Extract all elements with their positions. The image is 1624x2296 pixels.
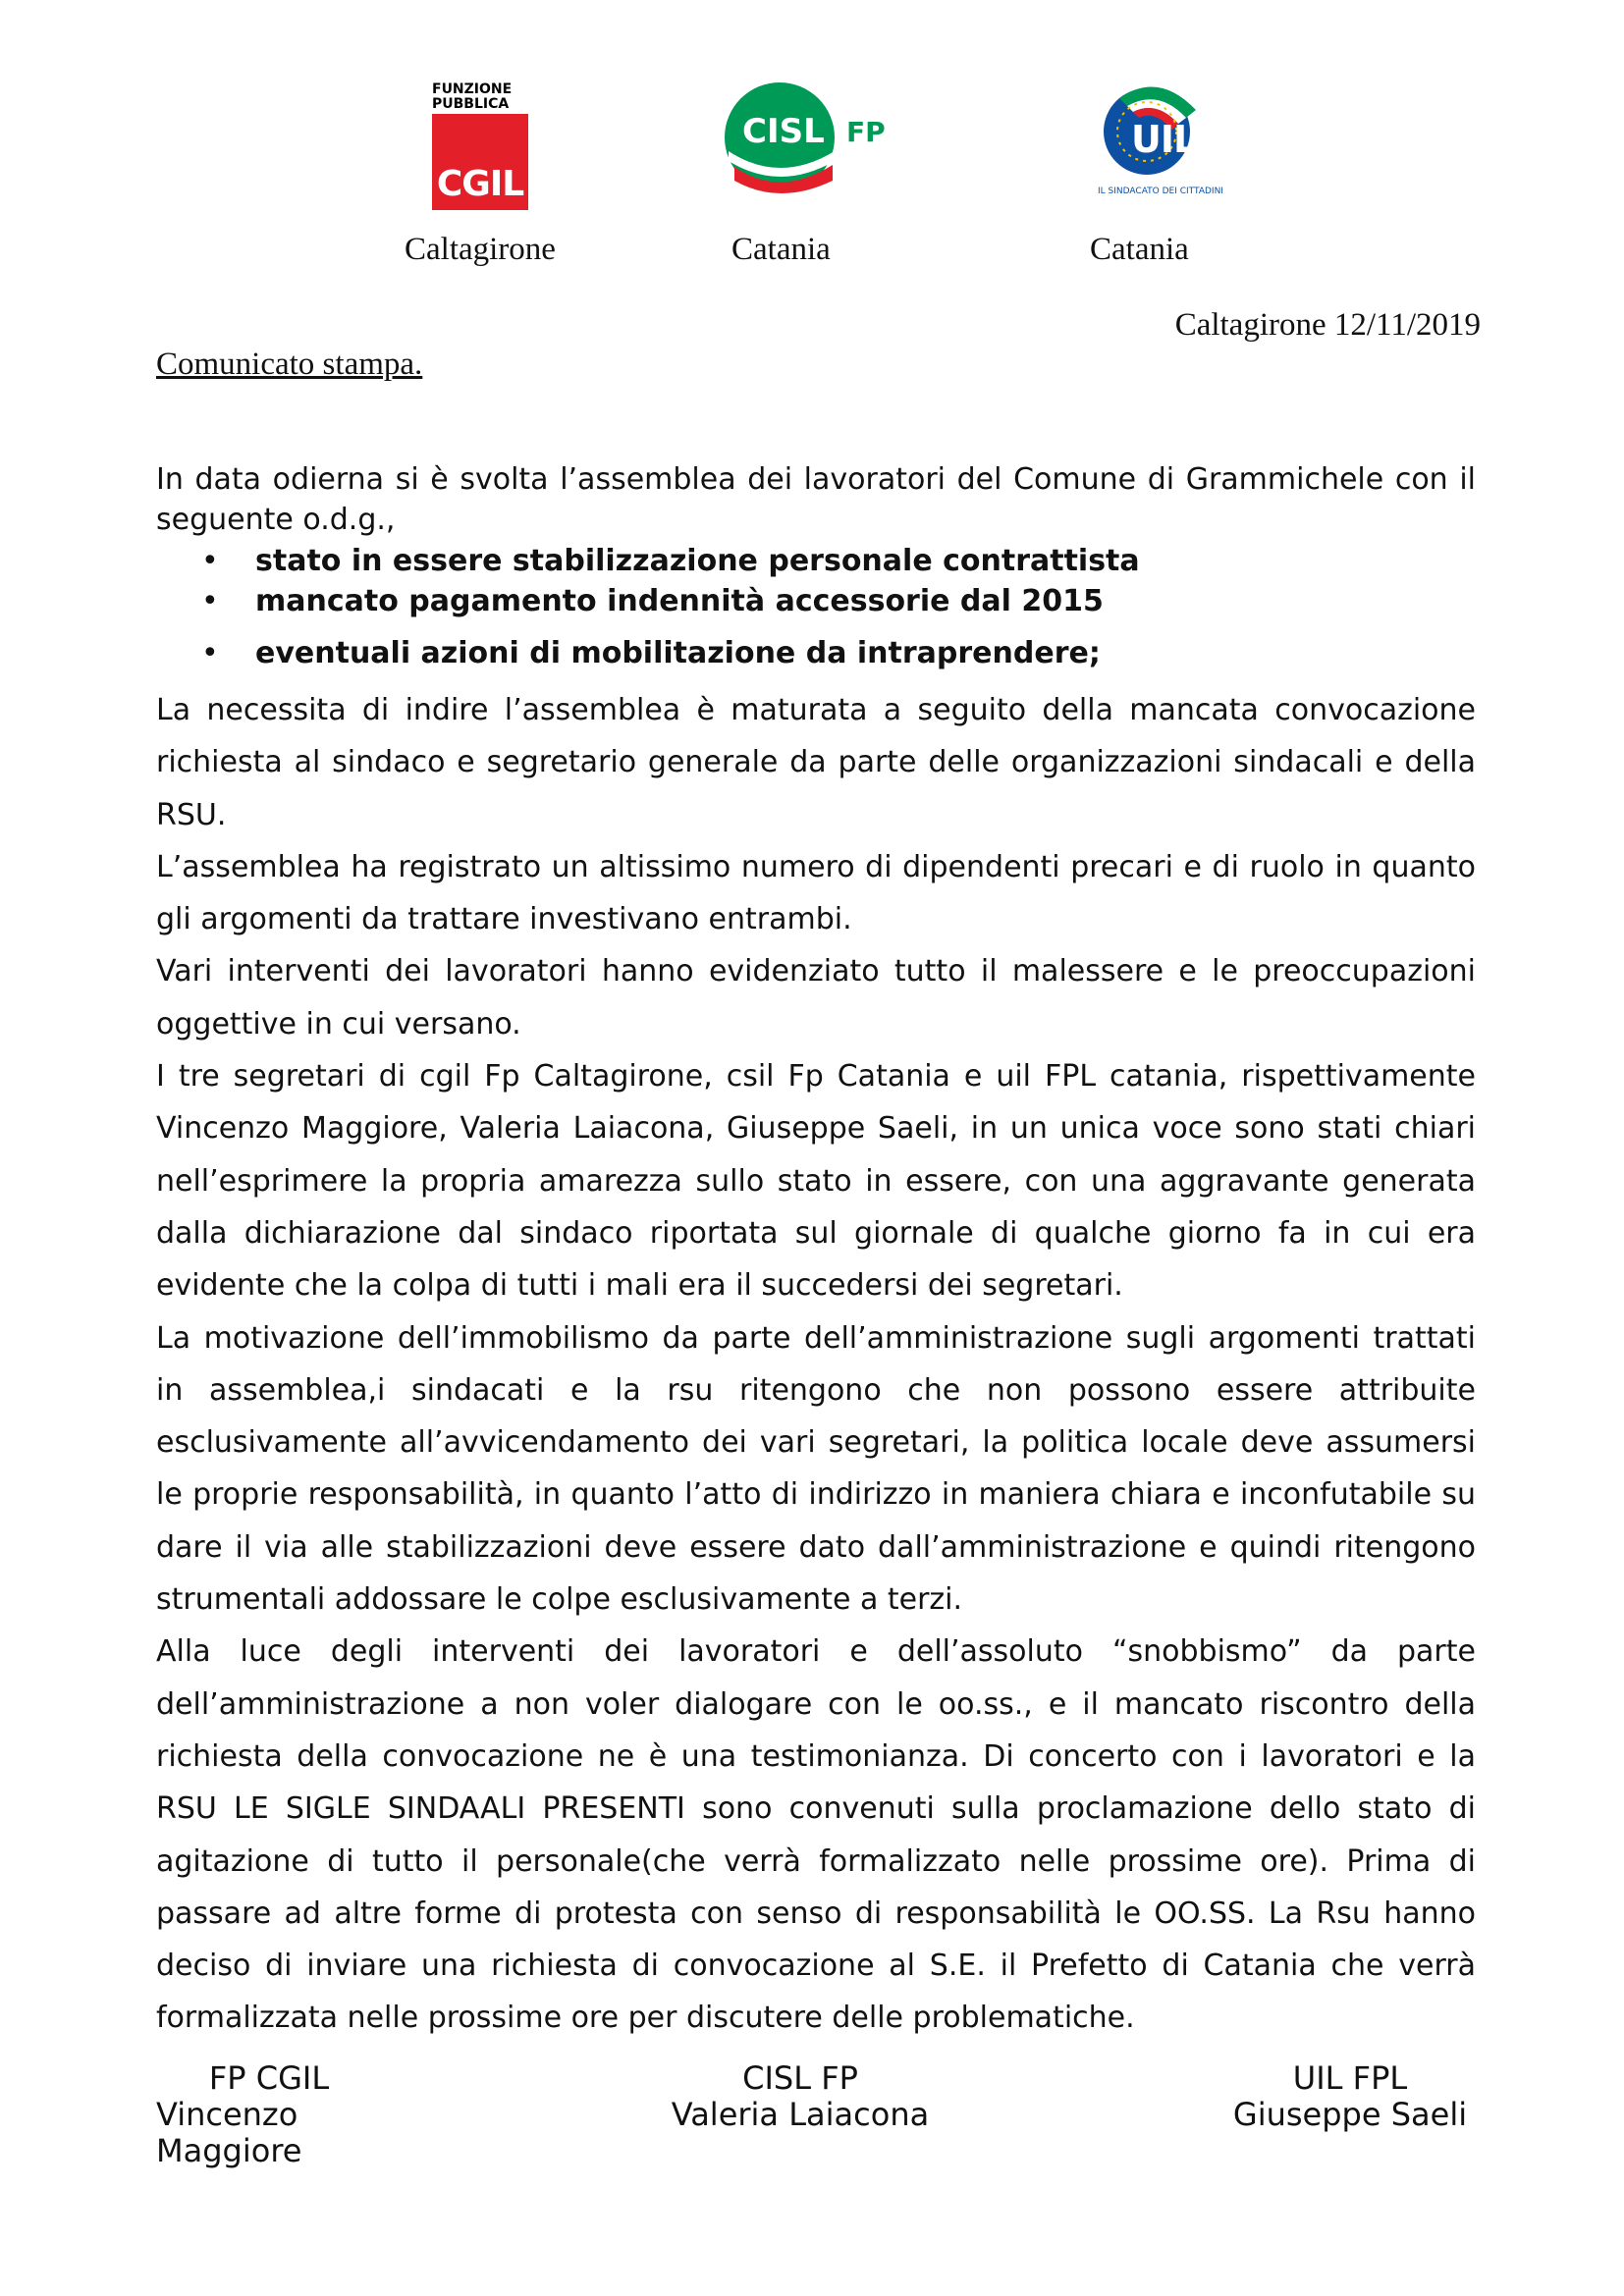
body-paragraph: La necessita di indire l’assemblea è maturata a seguito della mancata convocazione richiesta al sindaco e segretario generale da parte delle organizzazioni sindacali e della RSU.: [156, 693, 1476, 832]
cisl-logo-suffix: FP: [846, 116, 886, 148]
intro-paragraph: In data odierna si è svolta l’assemblea dei lavoratori del Comune di Grammichele con il seguente o.d.g.,: [156, 462, 1476, 537]
signature-name: Giuseppe Saeli: [1232, 2096, 1468, 2133]
city-caltagirone: Caltagirone: [405, 232, 556, 267]
signature-uil: [1232, 2060, 1468, 2133]
cgil-logo-brand: CGIL: [436, 164, 524, 204]
document-subject: Comunicato stampa.: [156, 347, 423, 382]
signature-org: CISL FP: [742, 2059, 858, 2097]
city-catania-uil: Catania: [1090, 232, 1189, 267]
body-paragraph: Alla luce degli interventi dei lavoratori e dell’assoluto “snobbismo” da parte dell’amministrazione a non voler dialogare con le oo.ss., e il mancato riscontro della richiesta della convocazione ne è una testimonianza. Di concerto con i lavoratori e la RSU LE SIGLE SINDAALI PRESENTI sono convenuti sulla proclamazione dello stato di agitazione di tutto il personale(che verrà formalizzato nelle prossime ore). Prima di passare ad altre forme di protesta con senso di responsabilità le OO.SS. La Rsu hanno deciso di inviare una richiesta di convocazione al S.E. il Prefetto di Catania che verrà formalizzata nelle prossime ore per discutere delle problematiche.: [156, 1634, 1476, 2036]
bullet-icon: •: [201, 584, 219, 618]
cgil-logo-red-block: [432, 114, 528, 210]
cisl-logo-brand: CISL: [742, 112, 825, 151]
bullet-icon: •: [201, 636, 219, 670]
signature-name: Valeria Laiacona: [671, 2096, 930, 2133]
signature-org: FP CGIL: [208, 2059, 330, 2097]
body-paragraph: L’assemblea ha registrato un altissimo numero di dipendenti precari e di ruolo in quanto gli argomenti da trattare investivano entrambi.: [156, 849, 1476, 937]
cgil-logo: [432, 82, 530, 210]
city-catania-cisl: Catania: [731, 232, 831, 267]
cgil-logo-top-text: FUNZIONE PUBBLICA: [432, 81, 513, 112]
signature-cgil: [156, 2060, 441, 2169]
document-body: [156, 684, 1476, 2045]
body-paragraph: I tre segretari di cgil Fp Caltagirone, csil Fp Catania e uil FPL catania, rispettivamente Vincenzo Maggiore, Valeria Laiacona, Giuseppe Saeli, in un unica voce sono stati chiari nell’esprimere la propria amarezza sullo stato in essere, con una aggravante generata dalla dichiarazione dal sindaco riportata sul giornale di qualche giorno fa in cui era evidente che la colpa di tutti i mali era il succedersi dei segretari.: [156, 1059, 1476, 1304]
body-paragraph: Vari interventi dei lavoratori hanno evidenziato tutto il malessere e le preoccupazioni oggettive in cui versano.: [156, 954, 1476, 1041]
uil-logo-tagline: IL SINDACATO DEI CITTADINI: [1098, 187, 1223, 196]
uil-logo: [1080, 71, 1227, 203]
agenda-item: • eventuali azioni di mobilitazione da intraprendere;: [201, 636, 1101, 670]
body-paragraph: La motivazione dell’immobilismo da parte dell’amministrazione sugli argomenti trattati in assemblea,i sindacati e la rsu ritengono che non possono essere attribuite esclusivamente all’avvicendamento dei vari segretari, la politica locale deve assumersi le proprie responsabilità, in quanto l’atto di indirizzo in maniera chiara e inconfutabile su dare il via alle stabilizzazioni deve essere dato dall’amministrazione e quindi ritengono strumentali addossare le colpe esclusivamente a terzi.: [156, 1320, 1476, 1618]
agenda-item: • stato in essere stabilizzazione personale contrattista: [201, 544, 1140, 578]
signature-org: UIL FPL: [1292, 2059, 1408, 2097]
bullet-icon: •: [201, 544, 219, 578]
signature-name: Vincenzo Maggiore: [156, 2096, 302, 2169]
cisl-fp-logo: [723, 82, 899, 200]
signature-cisl: [668, 2060, 933, 2133]
agenda-item: • mancato pagamento indennità accessorie dal 2015: [201, 584, 1104, 618]
uil-logo-brand: UIL: [1131, 118, 1197, 161]
document-date: Caltagirone 12/11/2019: [1174, 307, 1481, 343]
